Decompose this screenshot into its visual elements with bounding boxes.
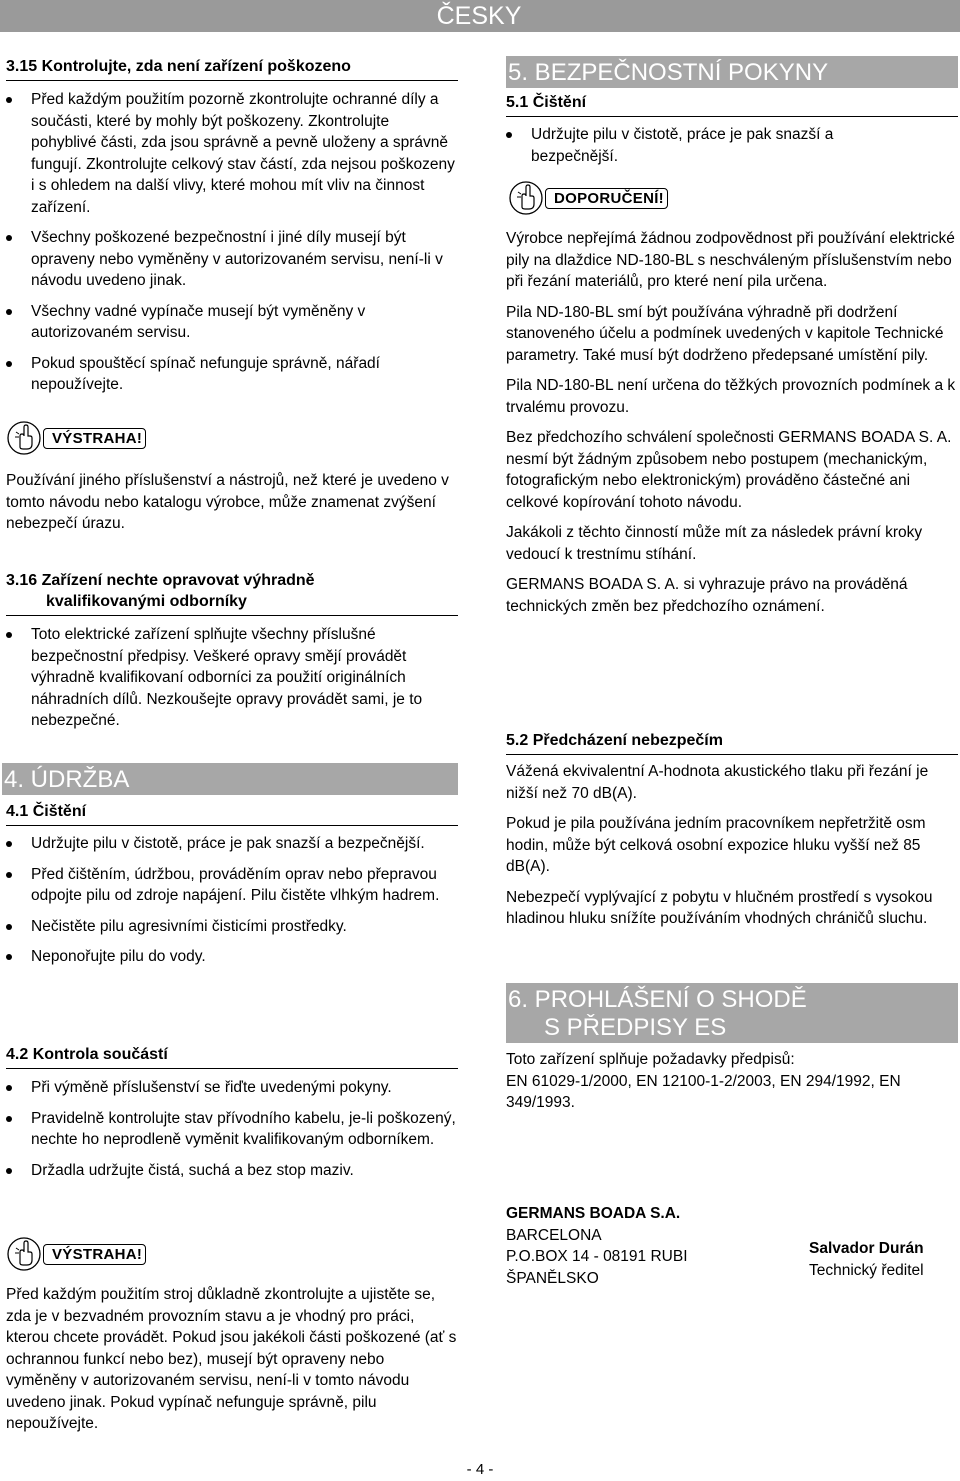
paragraph: Vážená ekvivalentní A-hodnota akustického tlaku při řezání je nižší než 70 dB(A). [506, 763, 929, 802]
section-4-1-list [6, 833, 458, 968]
warning-text: Před každým použitím stroj důkladně zkontrolujte a ujistěte se, zda je v bezvadném provozním stavu a je vhodný pro práci, kterou chcete provádět. Pokud jsou jakékoli části poškozené (ať s ochrannou funkcí nebo bez), musejí být opraveny nebo vyměněny v autorizovaném servisu, není-li v tomto návodu uvedeno jinak. Pokud vypínač nefunguje správně, pilu nepoužívejte. [6, 1286, 457, 1432]
section-6-title-line1: 6. PROHLÁŠENÍ O SHODĚ [508, 986, 807, 1013]
recommendation-label: DOPORUČENÍ! [545, 188, 668, 209]
paragraph: Pila ND-180-BL není určena do těžkých provozních podmínek a k trvalému provozu. [506, 377, 956, 416]
section-4-title: 4. ÚDRŽBA [2, 763, 458, 795]
section-3-16-title [6, 570, 458, 616]
paragraph: Pokud je pila používána jedním pracovníkem nepřetržitě osm hodin, může být celková osobní expozice hluku vyšší než 85 dB(A). [506, 815, 926, 875]
section-5-title: 5. BEZPEČNOSTNÍ POKYNY [506, 56, 958, 88]
section-6-title-line2: S PŘEDPISY ES [544, 1014, 727, 1041]
hand-pointing-icon [6, 1236, 44, 1272]
company-box: P.O.BOX 14 - 08191 RUBI [506, 1248, 688, 1265]
hand-pointing-icon [508, 180, 546, 216]
list-item: Pravidelně kontrolujte stav přívodního kabelu, je-li poškozený, nechte ho neprodleně vyměnit kvalifikovaným odborníkem. [6, 1108, 458, 1151]
list-item: Nečistěte pilu agresivními čisticími prostředky. [6, 916, 458, 938]
section-6-title [506, 983, 958, 1043]
list-item: Držadla udržujte čistá, suchá a bez stop maziv. [6, 1160, 458, 1182]
list-item: Všechny poškozené bezpečnostní i jiné díly musejí být opraveny nebo vyměněny v autorizovaném servisu, není-li v návodu uvedeno jinak. [6, 227, 458, 292]
warning-label: VÝSTRAHA! [43, 1244, 146, 1265]
paragraph: Jakákoli z těchto činností může mít za následek právní kroky vedoucí k trestnímu stíhání. [506, 524, 923, 563]
page-number: - 4 - [466, 1461, 494, 1478]
list-item: Udržujte pilu v čistotě, práce je pak snazší a bezpečnější. [506, 124, 958, 167]
company-country: ŠPANĚLSKO [506, 1269, 599, 1287]
signatory-role: Technický ředitel [809, 1261, 924, 1279]
list-item: Před čištěním, údržbou, prováděním oprav nebo přepravou odpojte pilu od zdroje napájení. Pilu čistěte vlhkým hadrem. [6, 864, 458, 907]
list-item: Toto elektrické zařízení splňujte všechny příslušné bezpečnostní předpisy. Veškeré opravy smějí provádět výhradně kvalifikovaní odborníci za použití originálních náhradních dílů. Nezkoušejte opravy provádět sami, je to nebezpečné. [6, 624, 458, 732]
section-5-1-list [506, 124, 958, 167]
section-3-15-title: 3.15 Kontrolujte, zda není zařízení poškozeno [6, 56, 458, 81]
section-4-1-title: 4.1 Čištění [6, 801, 458, 826]
conformity-text-line2: EN 61029-1/2000, EN 12100-1-2/2003, EN 294/1992, EN 349/1993. [506, 1072, 901, 1111]
section-4-2-title: 4.2 Kontrola součástí [6, 1044, 458, 1069]
warning-text: Používání jiného příslušenství a nástrojů, než které je uvedeno v tomto návodu nebo katalogu výrobce, může znamenat zvýšení nebezpečí úrazu. [6, 472, 449, 532]
language-label: ČESKY [436, 2, 522, 30]
warning-label: VÝSTRAHA! [43, 428, 146, 449]
hand-pointing-icon [6, 420, 44, 456]
list-item: Udržujte pilu v čistotě, práce je pak snazší a bezpečnější. [6, 833, 458, 855]
list-item: Všechny vadné vypínače musejí být vyměněny v autorizovaném servisu. [6, 301, 458, 344]
conformity-text-line1: Toto zařízení splňuje požadavky předpisů: [506, 1051, 795, 1068]
section-3-16-list [6, 624, 458, 732]
section-4-2-list [6, 1077, 458, 1181]
paragraph: Pila ND-180-BL smí být používána výhradně při dodržení stanoveného účelu a podmínek uvedených v kapitole Technické parametry. Také musí být dodrženo předepsané umístění pily. [506, 303, 944, 364]
section-5-1-title: 5.1 Čištění [506, 92, 958, 117]
paragraph: Nebezpečí vyplývající z pobytu v hlučném prostředí s vysokou hladinou hluku snížíte používáním vhodných chráničů sluchu. [506, 888, 933, 927]
warning-callout [6, 1236, 206, 1272]
company-name: GERMANS BOADA S.A. [506, 1205, 681, 1222]
company-city: BARCELONA [506, 1226, 602, 1244]
section-5-2-title: 5.2 Předcházení nebezpečím [506, 730, 958, 755]
recommendation-callout [508, 180, 708, 216]
list-item: Při výměně příslušenství se řiďte uvedenými pokyny. [6, 1077, 458, 1099]
list-item: Před každým použitím pozorně zkontrolujte ochranné díly a součásti, které by mohly být poškozeny. Zkontrolujte pohyblivé části, zda jsou správně a pevně uloženy a správně fungují. Zkontrolujte celkový stav částí, zda nejsou poškozeny i s ohledem na další vlivy, které mohou mít vliv na činnost zařízení. [6, 89, 458, 218]
signatory-name: Salvador Durán [809, 1240, 924, 1257]
list-item: Pokud spouštěcí spínač nefunguje správně, nářadí nepoužívejte. [6, 353, 458, 396]
paragraph: Výrobce nepřejímá žádnou zodpovědnost při používání elektrické pily na dlaždice ND-180-BL s neschváleným příslušenstvím nebo při řezání materiálů, pro které není pila určena. [506, 230, 955, 290]
warning-callout [6, 420, 206, 456]
paragraph: GERMANS BOADA S. A. si vyhrazuje právo na prováděná technických změn bez předchozího oznámení. [506, 576, 908, 615]
list-item: Neponořujte pilu do vody. [6, 946, 458, 968]
section-3-16-title-line2: kvalifikovanými odborníky [46, 593, 247, 610]
section-3-16-title-line1: 3.16 Zařízení nechte opravovat výhradně [6, 572, 315, 589]
paragraph: Bez předchozího schválení společnosti GERMANS BOADA S. A. nesmí být žádným způsobem nebo postupem (mechanickým, fotografickým nebo elektronickým) prováděno částečné ani celkové kopírování tohoto návodu. [506, 429, 952, 511]
section-3-15-list [6, 89, 458, 396]
